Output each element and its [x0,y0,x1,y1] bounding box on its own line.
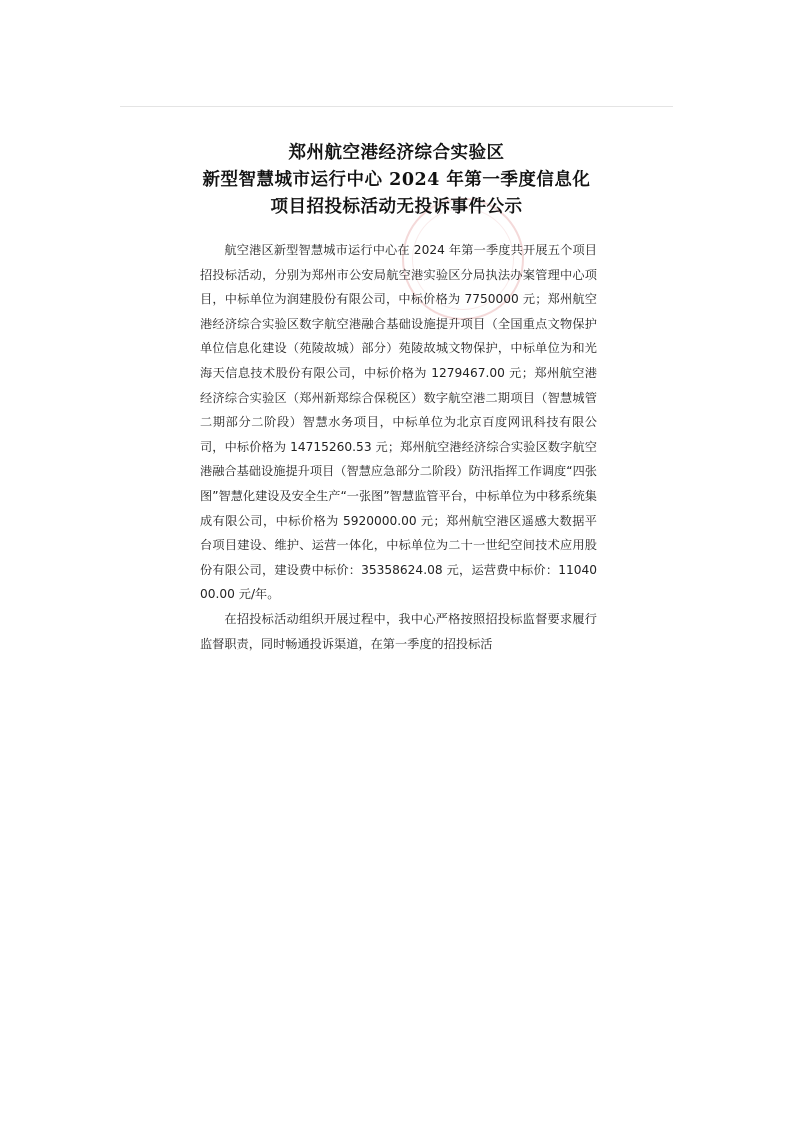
title-line-1: 郑州航空港经济综合实验区 [288,143,505,163]
body-paragraph-2: 在招投标活动组织开展过程中，我中心严格按照招投标监督要求履行监督职责，同时畅通投诉渠道，在第一季度的招投标活 [200,611,597,651]
title-line-3: 项目招投标活动无投诉事件公示 [270,197,523,217]
page-top-divider [120,106,673,107]
document-body [200,238,597,656]
title-line-2: 新型智慧城市运行中心 2024 年第一季度信息化 [202,170,591,190]
document-title [120,140,673,221]
body-paragraph-1: 航空港区新型智慧城市运行中心在 2024 年第一季度共开展五个项目招投标活动，分别为郑州市公安局航空港实验区分局执法办案管理中心项目，中标单位为润建股份有限公司，中标价格为 7750000 元；郑州航空港经济综合实验区数字航空港融合基础设施提升项目（全国重点文物保护单位信息化建设（苑陵故城）部分）苑陵故城文物保护，中标单位为和光海天信息技术股份有限公司，中标价格为 1279467.00 元；郑州航空港经济综合实验区（郑州新郑综合保税区）数字航空港二期项目（智慧城管二期部分二阶段）智慧水务项目，中标单位为北京百度网讯科技有限公司，中标价格为 14715260.53 元；郑州航空港经济综合实验区数字航空港融合基础设施提升项目（智慧应急部分二阶段）防汛指挥工作调度“四张图”智慧化建设及安全生产“一张图”智慧监管平台，中标单位为中移系统集成有限公司，中标价格为 5920000.00 元；郑州航空港区遥感大数据平台项目建设、维护、运营一体化，中标单位为二十一世纪空间技术应用股份有限公司，建设费中标价：35358624.08 元，运营费中标价：1104000.00 元/年。 [200,243,597,602]
